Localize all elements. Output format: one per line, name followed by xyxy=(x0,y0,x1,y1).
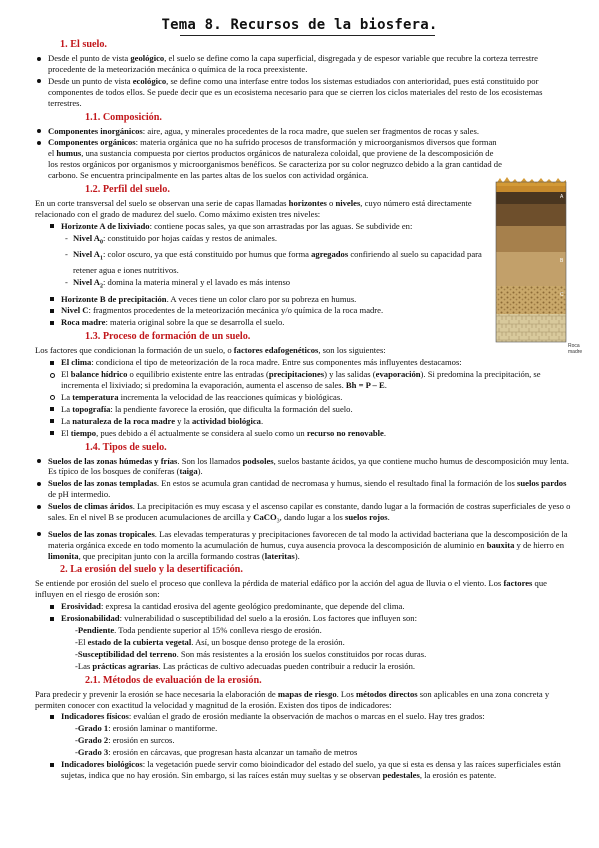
item-temperatura: La temperatura incrementa la velocidad de las reacciones químicas y biológicas. xyxy=(35,392,575,403)
item-grado-2: -Grado 2: erosión en surcos. xyxy=(75,735,175,746)
item-erosividad: Erosividad: expresa la cantidad erosiva del agente geológico predominante, que depende del clima. xyxy=(35,601,575,612)
item-practicas-agrarias: -Las prácticas agrarias. Las prácticas de cultivo adecuadas pueden contribuir a reducir la erosión. xyxy=(75,660,416,671)
paragraph-perfil-intro: En un corte transversal del suelo se observan una serie de capas llamadas horizontes o niveles, cuyo número está directamente relacionado con el grado de madurez del suelo. Como máximo existen tres niveles: xyxy=(35,198,472,219)
section-heading-tipos: 1.4. Tipos de suelo. xyxy=(85,441,167,453)
item-nivel-c: Nivel C: fragmentos procedentes de la meteorización mecánica y/o química de la roca madre. xyxy=(35,305,490,316)
item-pendiente: -Pendiente. Toda pendiente superior al 15% conlleva riesgo de erosión. xyxy=(75,625,322,636)
item-grado-3: -Grado 3: erosión en cárcavas, que progresan hasta alcanzar un tamaño de metros xyxy=(75,747,358,758)
figure-label-roca-madre: Roca madre xyxy=(568,343,583,355)
item-suelos-aridos: Suelos de climas áridos. La precipitación es muy escasa y el ascenso capilar es constante, dando lugar a la formación de costras superficiales de yeso o sales. En el nivel B se producen acumulaciones de arcilla y CaCO$_3$, dando lugar a los suelos rojos. xyxy=(35,501,575,528)
item-suelos-tropicales: Suelos de las zonas tropicales. Las elevadas temperaturas y precipitaciones favorecen de tal modo la actividad bacteriana que la descomposición de la materia orgánica excede en todo momento la acumulación de humus, cuya ausencia provoca la descomposición de aluminio en bauxita y de hierro en limonita, que precipitan junto con la arcilla formando costras (lateritas). xyxy=(35,529,575,562)
item-indicadores-biologicos: Indicadores biológicos: la vegetación puede servir como bioindicador del estado del suelo, ya que si esta es densa y las raíces superficiales están sujetas, indica que no hay erosión. Sin embargo, si las raíces están muy sueltas y se observan pedestales, la erosión es patente. xyxy=(35,759,575,781)
paragraph-suelo-ecologico: Desde un punto de vista ecológico, se define como una interfase entre todos los sistemas estudiados con anterioridad, pues está constituido por componentes de todos ellos. Se puede decir que es un ecosistema necesario para que se cierren los ciclos materiales del resto de los ecosistemas terrestres. xyxy=(35,76,575,109)
item-horizonte-a: Horizonte A de lixiviado: contiene pocas sales, ya que son arrastradas por las aguas. Se subdivide en: xyxy=(35,221,490,232)
section-heading-erosion: 2. La erosión del suelo y la desertificación. xyxy=(60,564,243,576)
figure-label-a: A xyxy=(560,194,564,200)
item-clima: El clima: condiciona el tipo de meteorización de la roca madre. Entre sus componentes más influyentes destacamos: xyxy=(35,357,575,368)
item-cubierta-vegetal: -El estado de la cubierta vegetal. Así, un bosque denso protege de la erosión. xyxy=(75,636,345,647)
document-body xyxy=(35,36,575,782)
item-suelos-humedas: Suelos de las zonas húmedas y frías. Son los llamados podsoles, suelos bastante ácidos, ya que contiene mucho humus de descomposición muy lenta. Es típico de los bosques de coníferas (taiga). xyxy=(35,456,575,478)
paragraph-suelo-geologico: Desde el punto de vista geológico, el suelo se define como la capa superficial, disgregada y de espesor variable que recubre la corteza terrestre procedente de la meteorización mecánica o química de la roca preexistente. xyxy=(35,53,575,75)
paragraph-formacion-intro: Los factores que condicionan la formación de un suelo, o factores edafogenéticos, son los siguientes: xyxy=(35,345,386,356)
section-heading-perfil: 1.2. Perfil del suelo. xyxy=(85,184,170,196)
item-tiempo: El tiempo, pues debido a él actualmente se considera al suelo como un recurso no renovable. xyxy=(35,428,575,439)
item-componentes-inorganicos: Componentes inorgánicos: aire, agua, y minerales procedentes de la roca madre, que suelen ser fragmentos de rocas y sales. xyxy=(35,126,575,137)
item-nivel-a2: - Nivel $A_2$: domina la materia mineral y el lavado es más intenso xyxy=(35,277,490,293)
section-heading-composicion: 1.1. Composición. xyxy=(85,111,162,123)
item-grado-1: -Grado 1: erosión laminar o mantiforme. xyxy=(75,723,218,734)
item-suelos-templadas: Suelos de las zonas templadas. En estos se acumula gran cantidad de necromasa y humus, siendo el resultado final la formación de los suelos pardos de pH intermedio. xyxy=(35,478,575,500)
item-nivel-a0: - Nivel $A_0$: constituido por hojas caídas y restos de animales. xyxy=(35,233,490,249)
item-componentes-organicos: Componentes orgánicos: materia orgánica que no ha sufrido procesos de transformación y microorganismos diversos que forman el humus, una sustancia compuesta por ciertos productos orgánicos de naturaleza coloidal, que proviene de la descomposición de los restos orgánicos por organismos y microorganismos benéficos. Se caracteriza por su color negruzco debido a la gran cantidad de carbono. Se encuentra principalmente en las partes altas de los suelos con actividad orgánica. xyxy=(35,137,503,181)
item-indicadores-fisicos: Indicadores físicos: evalúan el grado de erosión mediante la observación de machos o marcas en el suelo. Hay tres grados: xyxy=(35,711,575,722)
item-erosionabilidad: Erosionabilidad: vulnerabilidad o susceptibilidad del suelo a la erosión. Los factores que influyen son: xyxy=(35,613,575,624)
figure-label-b: B xyxy=(560,258,564,264)
item-nivel-a1: - Nivel $A_1$: color oscuro, ya que está constituido por humus que forma agregados confiriendo al suelo su capacidad para retener agua e iones nutritivos. xyxy=(35,249,490,276)
item-roca-madre: Roca madre: materia original sobre la que se desarrolla el suelo. xyxy=(35,317,490,328)
section-heading-suelo: 1. El suelo. xyxy=(60,39,107,50)
item-topografia: La topografía: la pendiente favorece la erosión, que dificulta la formación del suelo. xyxy=(35,404,575,415)
paragraph-metodos-intro: Para predecir y prevenir la erosión se hace necesaria la elaboración de mapas de riesgo. Los métodos directos son aplicables en una zona concreta y permiten conocer con exactitud la velocidad y magnitud de la erosión. Existen dos tipos de indicadores: xyxy=(35,688,550,710)
document-title: Tema 8. Recursos de la biosfera. xyxy=(161,17,438,33)
section-heading-metodos: 2.1. Métodos de evaluación de la erosión. xyxy=(85,674,262,686)
paragraph-erosion-intro: Se entiende por erosión del suelo el proceso que conlleva la pérdida de material edáfico por la acción del agua de lluvia o el viento. Los factores que influyen en el riesgo de erosión son: xyxy=(35,578,547,600)
item-susceptibilidad-terreno: -Susceptibilidad del terreno. Son más resistentes a la erosión los suelos constituidos por rocas duras. xyxy=(75,648,427,659)
item-naturaleza-roca: La naturaleza de la roca madre y la actividad biológica. xyxy=(35,416,575,427)
item-horizonte-b: Horizonte B de precipitación. A veces tiene un color claro por su pobreza en humus. xyxy=(35,294,490,305)
figure-label-c: C xyxy=(560,292,564,298)
item-balance-hidrico: El balance hídrico o equilibrio existente entre las entradas (precipitaciones) y las salidas (evaporación). Si predomina la precipitación, se incrementa el lixiviado; si predomina la evaporación, aumenta el ascenso de sales. Bh = P – E. xyxy=(35,369,575,391)
section-heading-formacion: 1.3. Proceso de formación de un suelo. xyxy=(85,331,251,343)
